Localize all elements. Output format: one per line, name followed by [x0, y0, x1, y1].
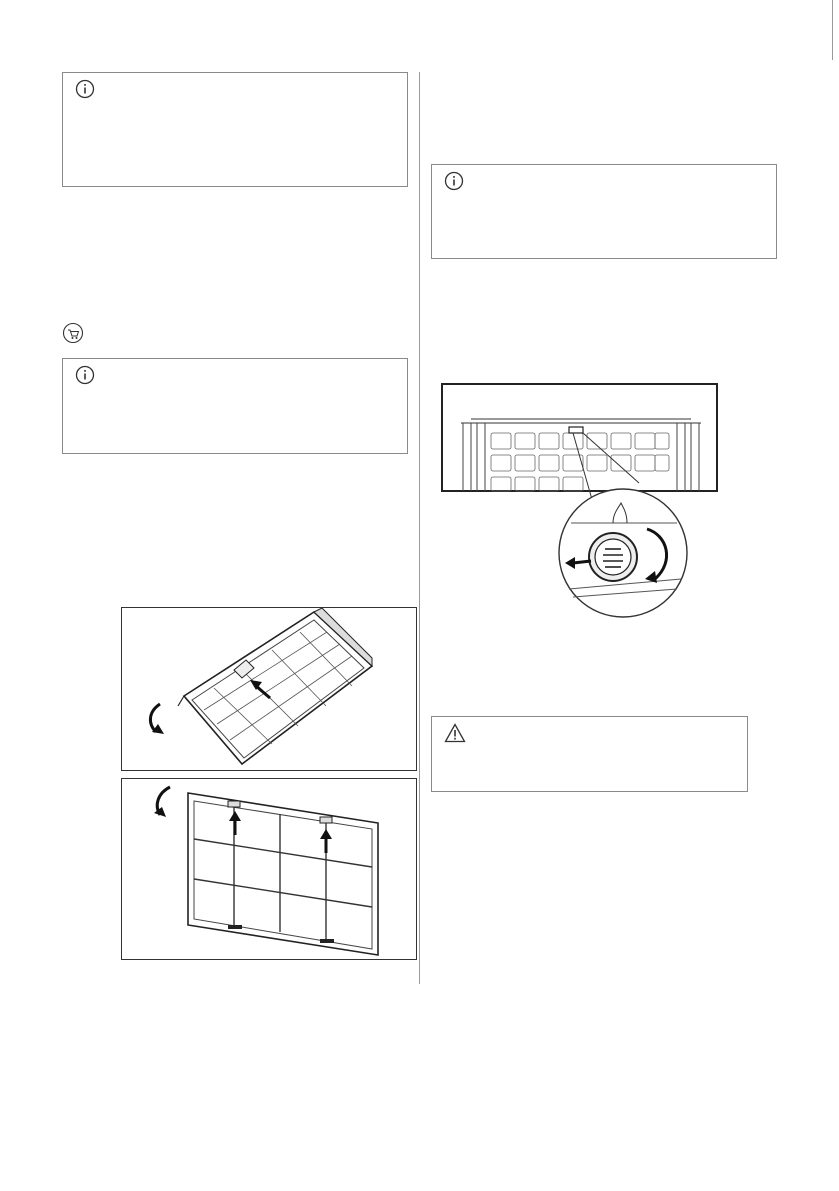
appliance-parts-icon — [62, 322, 84, 344]
figure-filter-front — [121, 778, 417, 960]
info-note-box-3 — [431, 164, 777, 259]
warning-triangle-icon — [444, 723, 466, 743]
figure-filter-tilt — [121, 607, 417, 771]
warning-note-box — [431, 716, 748, 792]
column-divider — [419, 72, 420, 984]
info-note-box-1 — [62, 72, 408, 187]
info-icon — [444, 171, 464, 191]
info-icon — [75, 79, 95, 99]
page-edge-mark — [832, 0, 833, 60]
figure-vent-knob — [441, 383, 721, 623]
info-note-box-2 — [62, 358, 408, 454]
info-icon — [75, 365, 95, 385]
